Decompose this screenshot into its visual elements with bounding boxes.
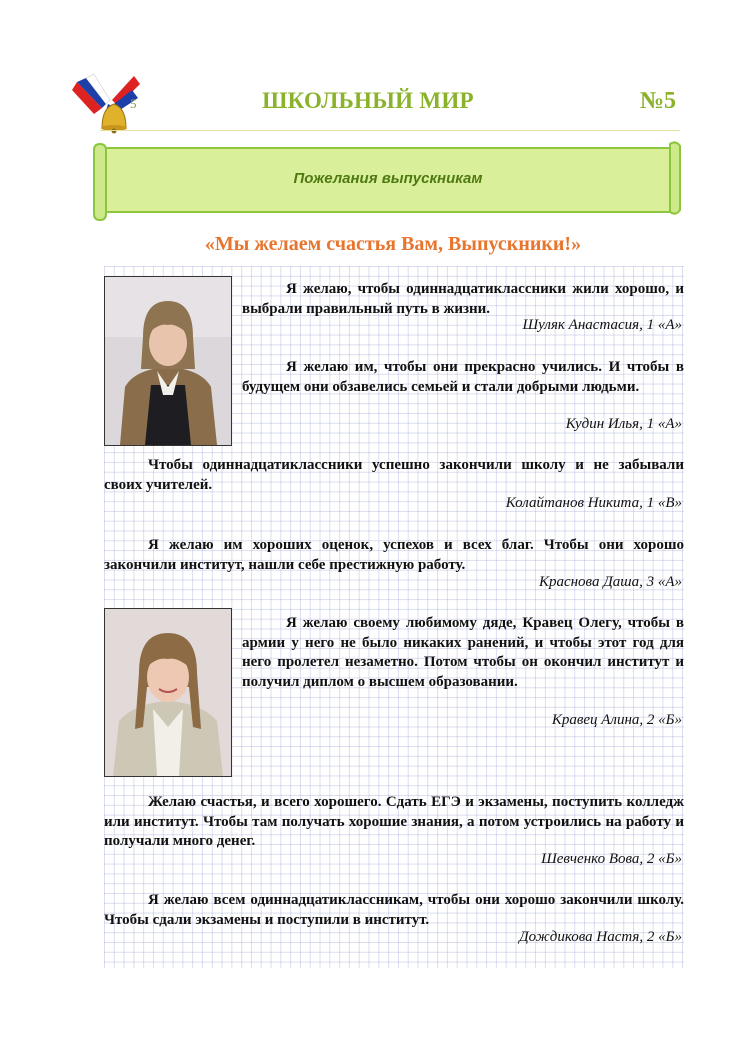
wish-author-4: Краснова Даша, 3 «А»: [539, 574, 682, 590]
wish-text-1: Я желаю, чтобы одиннадцатиклассники жили хорошо, и выбрали правильный путь в жизни.: [242, 281, 684, 317]
wish-text-4: Я желаю им хороших оценок, успехов и всех благ. Чтобы они хорошо закончили институт, нашли себе престижную работу.: [104, 537, 684, 573]
wish-text-5: Я желаю своему любимому дяде, Кравец Олегу, чтобы в армии у него не было никаких ранений, и чтобы этот год для него пролетел незаметно. Потом чтобы он окончил институт и получил диплом о высшем образовании.: [242, 615, 684, 690]
article-headline: «Мы желаем счастья Вам, Выпускники!»: [204, 233, 582, 255]
page-number: 5: [130, 96, 137, 111]
wish-author-5: Кравец Алина, 2 «Б»: [551, 712, 682, 728]
issue-number: №5: [639, 88, 676, 114]
wish-text-7: Я желаю всем одиннадцатиклассникам, чтобы они хорошо закончили школу. Чтобы сдали экзамены и поступили в институт.: [104, 892, 684, 928]
wish-author-7: Дождикова Настя, 2 «Б»: [519, 929, 682, 945]
newspaper-title: ШКОЛЬНЫЙ МИР: [262, 88, 474, 113]
wish-author-2: Кудин Илья, 1 «А»: [565, 416, 682, 432]
wish-author-1: Шуляк Анастасия, 1 «А»: [522, 317, 682, 333]
student-photo-1: [104, 276, 232, 446]
wish-text-6: Желаю счастья, и всего хорошего. Сдать ЕГЭ и экзамены, поступить колледж или институт. Чтобы там получать хорошие знания, а потом устроились на работу и получали много денег.: [104, 794, 684, 849]
header-divider: [100, 130, 680, 131]
student-photo-2: [104, 608, 232, 777]
wish-author-3: Колайтанов Никита, 1 «В»: [505, 495, 682, 511]
wish-text-2: Я желаю им, чтобы они прекрасно учились. И чтобы в будущем они обзавелись семьей и стали добрыми людьми.: [242, 359, 684, 395]
wish-author-6: Шевченко Вова, 2 «Б»: [541, 851, 682, 867]
wish-text-3: Чтобы одиннадцатиклассники успешно закончили школу и не забывали своих учителей.: [104, 457, 684, 493]
section-banner-label: Пожелания выпускникам: [293, 170, 483, 187]
